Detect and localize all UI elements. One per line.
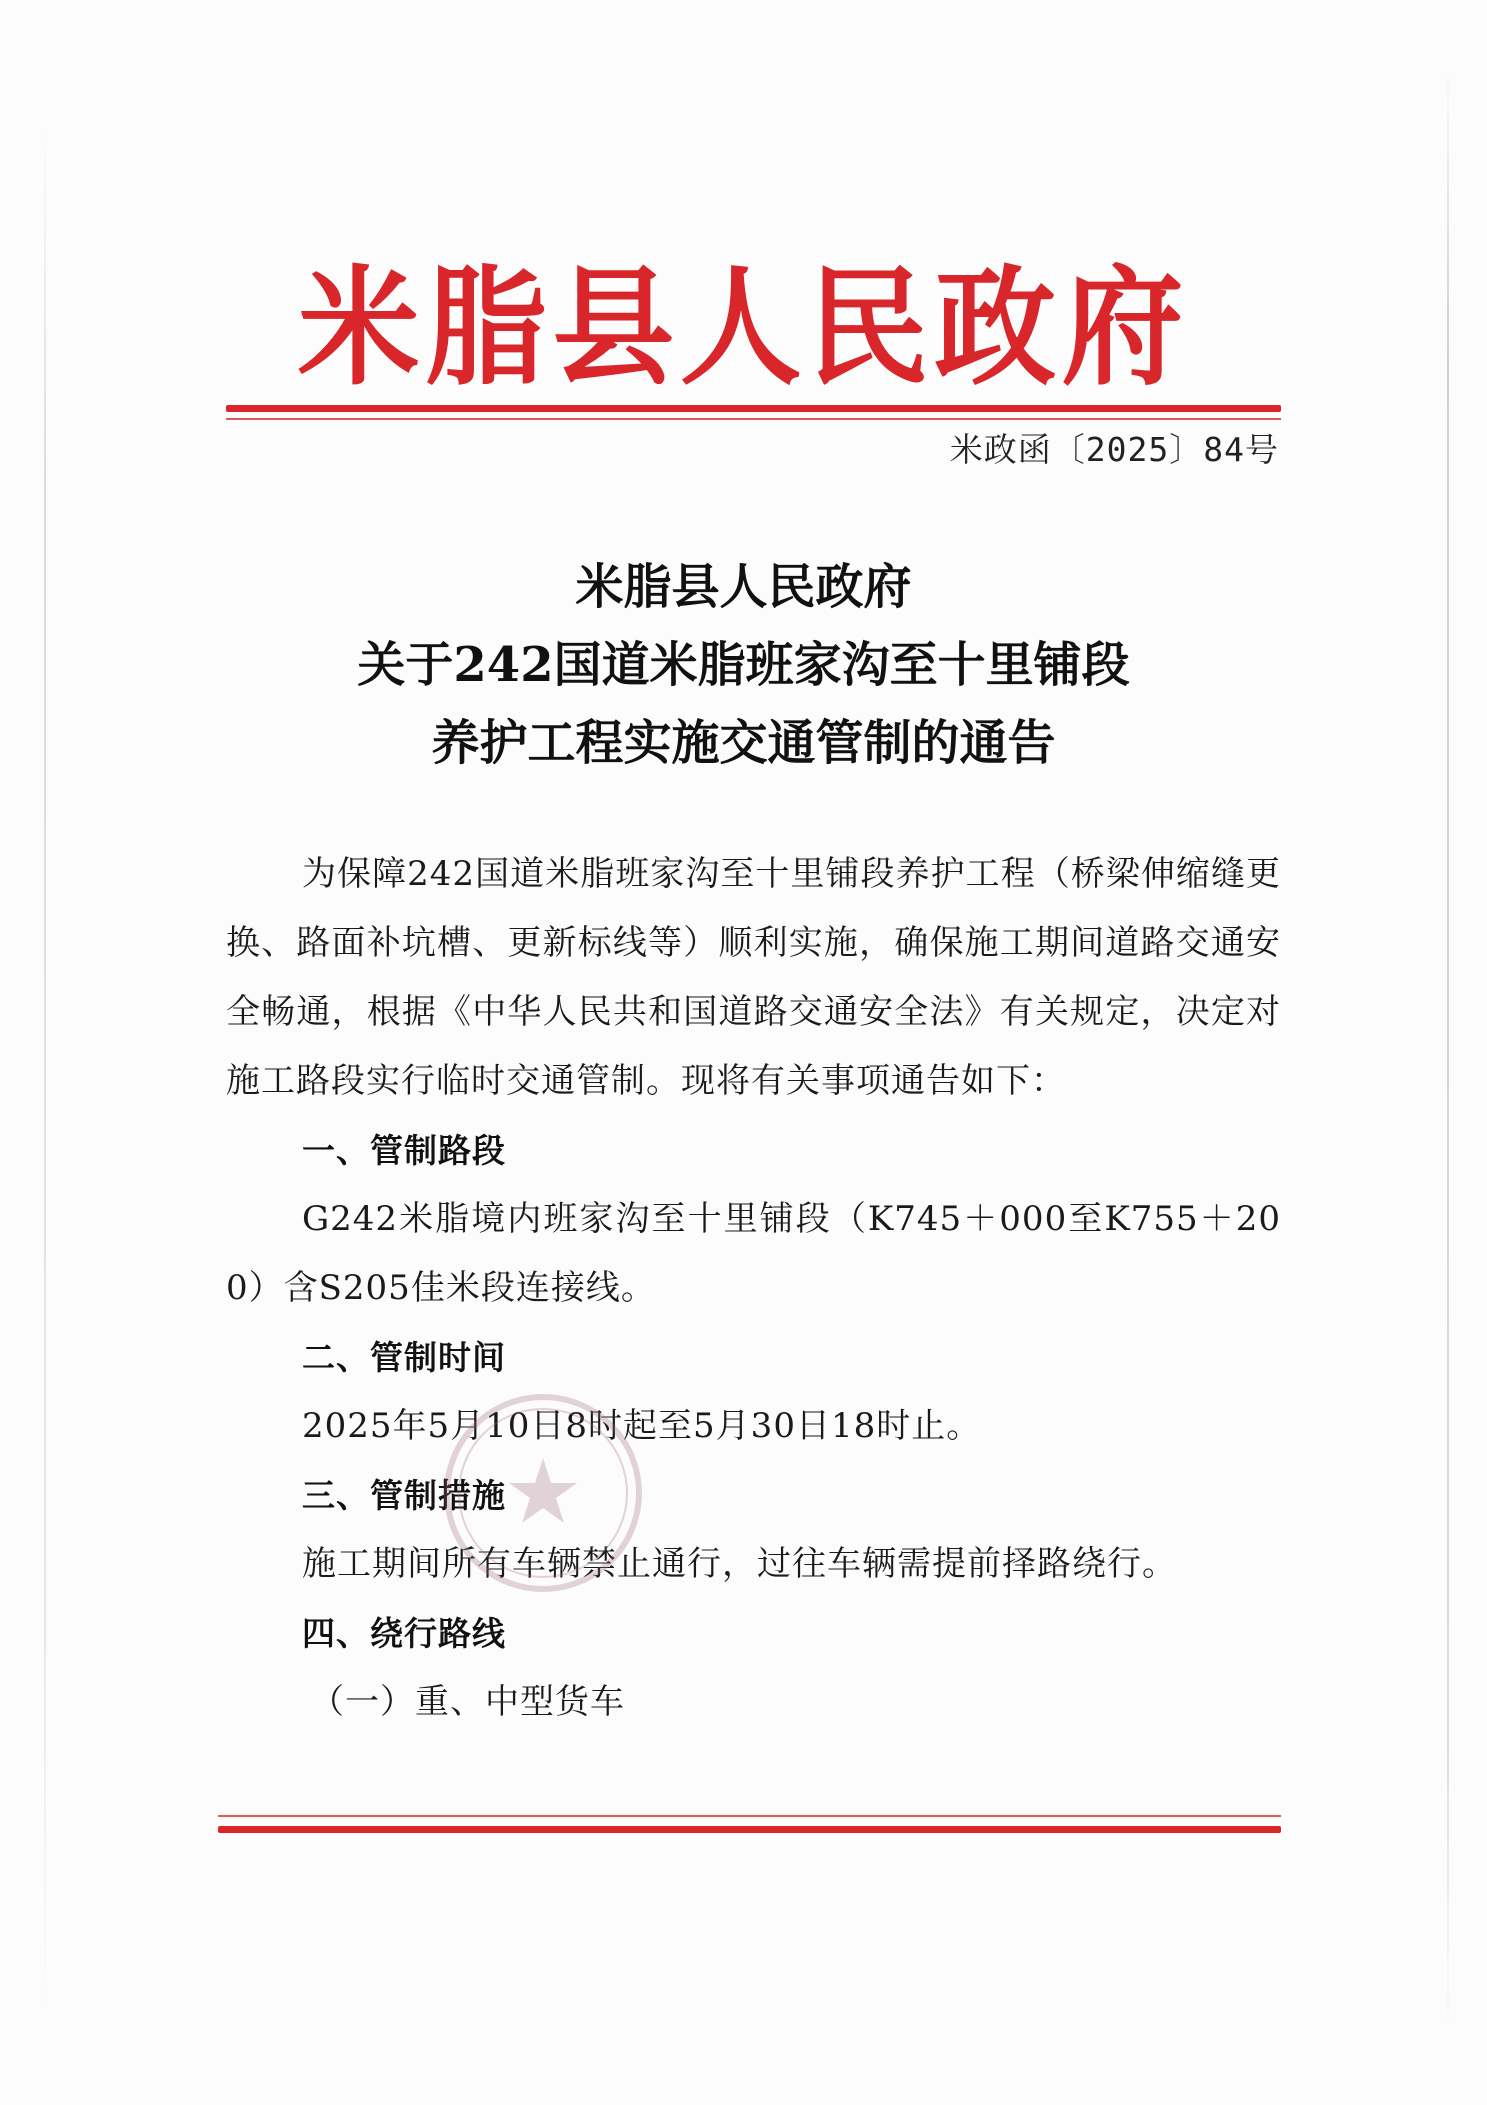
section-heading-2: 二、管制时间: [302, 1338, 506, 1377]
section-text-2: 2025年5月10日8时起至5月30日18时止。: [302, 1406, 982, 1446]
masthead-red-rule-thin: [226, 418, 1281, 420]
masthead-issuer: 米脂县人民政府: [297, 253, 1190, 403]
intro-paragraph: 为保障242国道米脂班家沟至十里铺段养护工程（桥梁伸缩缝更换、路面补坑槽、更新标线等）顺利实施，确保施工期间道路交通安全畅通，根据《中华人民共和国道路交通安全法》有关规定，决定对施工路段实行临时交通管制。现将有关事项通告如下：: [226, 854, 1281, 1101]
document-body: [226, 840, 1281, 1737]
section-text-3: 施工期间所有车辆禁止通行，过往车辆需提前择路绕行。: [302, 1544, 1177, 1584]
title-line-1: 米脂县人民政府: [575, 559, 912, 615]
footer-red-rule-thin: [218, 1815, 1281, 1817]
section-text-4: （一）重、中型货车: [310, 1682, 625, 1722]
document-number: 米政函〔2025〕84号: [949, 430, 1279, 469]
document-title: [0, 548, 1487, 782]
title-line-3: 养护工程实施交通管制的通告: [431, 715, 1056, 771]
section-heading-4: 四、绕行路线: [302, 1614, 506, 1653]
scan-edge-left: [44, 120, 46, 2020]
section-heading-3: 三、管制措施: [302, 1476, 506, 1515]
section-text-1: G242米脂境内班家沟至十里铺段（K745＋000至K755＋200）含S205佳米段连接线。: [226, 1199, 1281, 1308]
title-line-2: 关于242国道米脂班家沟至十里铺段: [357, 637, 1130, 693]
section-heading-1: 一、管制路段: [302, 1131, 506, 1170]
masthead-red-rule: [226, 405, 1281, 412]
footer-red-rule: [218, 1826, 1281, 1833]
